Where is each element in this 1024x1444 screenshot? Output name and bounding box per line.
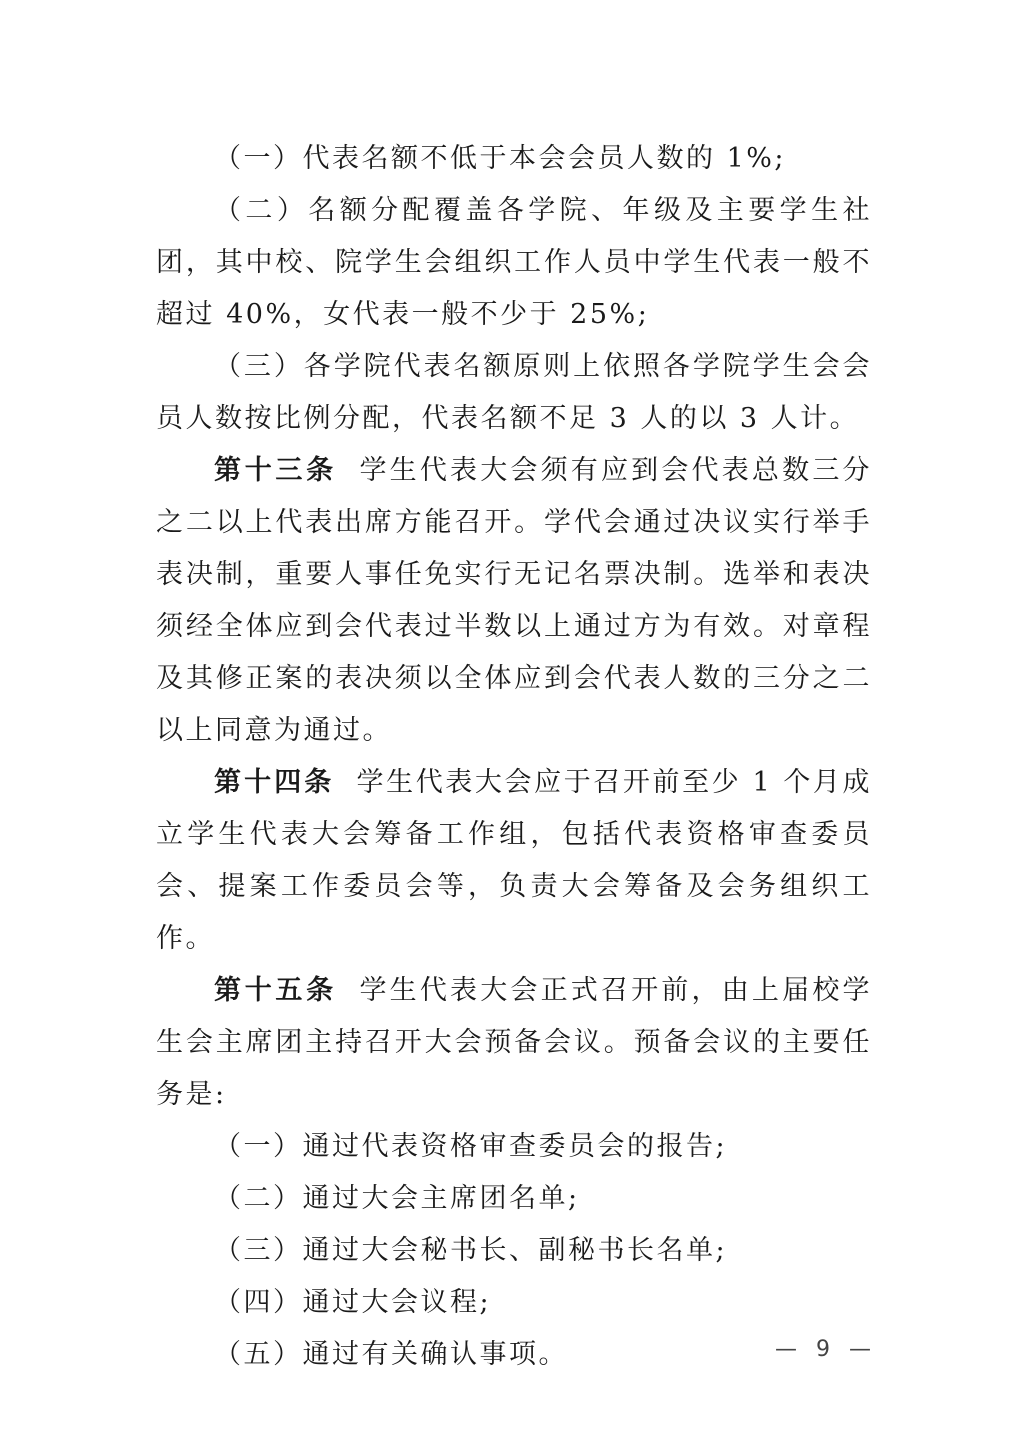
article-14-text: 学生代表大会应于召开前至少 1 个月成立学生代表大会筹备工作组，包括代表资格审查委员会、提案工作委员会等，负责大会筹备及会务组织工作。	[156, 767, 873, 954]
list-item-college-quota: （三）各学院代表名额原则上依照各学院学生会会员人数按比例分配，代表名额不足 3 人的以 3 人计。	[156, 351, 872, 434]
article-13-text: 学生代表大会须有应到会代表总数三分之二以上代表出席方能召开。学代会通过决议实行举手表决制，重要人事任免实行无记名票决制。选举和表决须经全体应到会代表过半数以上通过方为有效。对章程及其修正案的表决须以全体应到会代表人数的三分之二以上同意为通过。	[156, 455, 873, 746]
article-15	[156, 965, 872, 1121]
article-13-heading: 第十三条	[214, 455, 337, 486]
article-14-heading: 第十四条	[214, 767, 335, 798]
page-body	[156, 133, 872, 1381]
article-15-text: 学生代表大会正式召开前，由上届校学生会主席团主持召开大会预备会议。预备会议的主要任务是:	[156, 975, 873, 1110]
list-item-confirmation: （五）通过有关确认事项。	[214, 1339, 568, 1370]
article-14	[156, 757, 872, 965]
article-13	[156, 445, 872, 757]
list-item-agenda: （四）通过大会议程;	[214, 1287, 492, 1318]
list-item-secretary-list: （三）通过大会秘书长、副秘书长名单;	[214, 1235, 728, 1266]
list-item-credentials-report: （一）通过代表资格审查委员会的报告;	[214, 1131, 728, 1162]
list-item-presidium-list: （二）通过大会主席团名单;	[214, 1183, 580, 1214]
list-item-quota: （一）代表名额不低于本会会员人数的 1%;	[214, 143, 787, 174]
article-15-heading: 第十五条	[214, 975, 337, 1006]
list-item-allocation: （二）名额分配覆盖各学院、年级及主要学生社团，其中校、院学生会组织工作人员中学生代表一般不超过 40%，女代表一般不少于 25%;	[156, 195, 872, 330]
page-number: — 9 —	[775, 1337, 877, 1362]
